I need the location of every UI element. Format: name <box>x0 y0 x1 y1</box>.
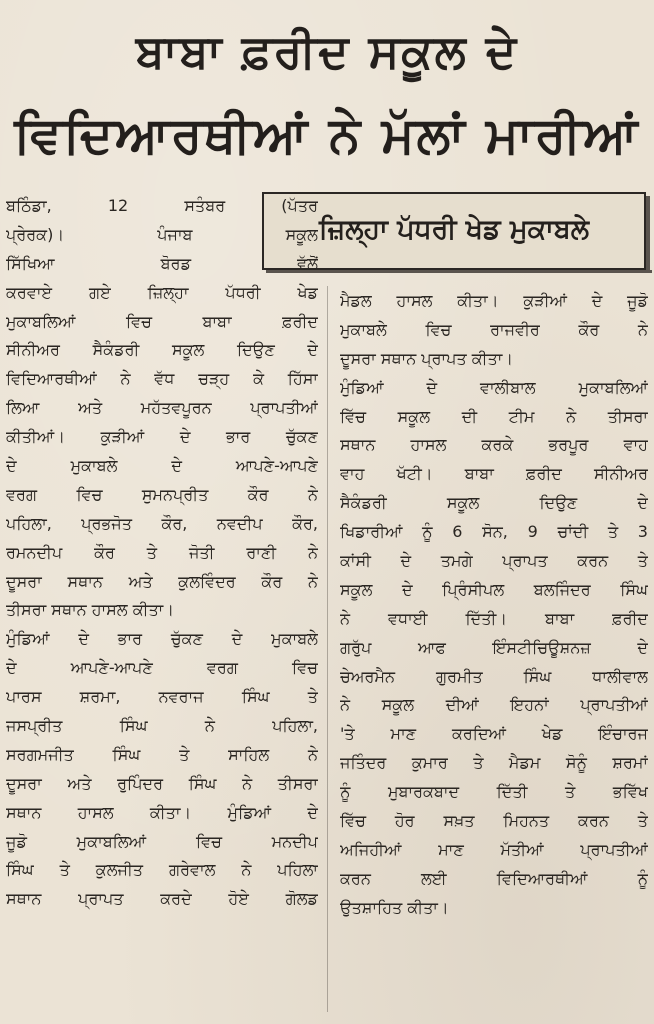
right-line: ਖਿਡਾਰੀਆਂ ਨੂੰ 6 ਸੋਨ, 9 ਚਾਂਦੀ ਤੇ 3 <box>340 522 648 542</box>
left-line: ਲਿਆ ਅਤੇ ਮਹੱਤਵਪੂਰਨ ਪ੍ਰਾਪਤੀਆਂ <box>6 398 318 418</box>
article-column-right <box>340 287 648 923</box>
left-line: ਰਮਨਦੀਪ ਕੌਰ ਤੇ ਜੋਤੀ ਰਾਣੀ ਨੇ <box>6 542 318 562</box>
left-line: ਦੇ ਆਪਣੇ-ਆਪਣੇ ਵਰਗ ਵਿਚ <box>6 658 318 678</box>
right-line: ਉਤਸ਼ਾਹਿਤ ਕੀਤਾ। <box>340 897 449 917</box>
left-line: ਪਾਰਸ ਸ਼ਰਮਾ, ਨਵਰਾਜ ਸਿੰਘ ਤੇ <box>6 687 318 707</box>
article-column-left <box>6 192 318 914</box>
subheading-shadow-bottom <box>266 270 652 273</box>
left-line: ਵਰਗ ਵਿਚ ਸੁਮਨਪ੍ਰੀਤ ਕੌਰ ਨੇ <box>6 484 318 504</box>
left-line: ਦੂਸਰਾ ਸਥਾਨ ਅਤੇ ਕੁਲਵਿੰਦਰ ਕੌਰ ਨੇ <box>6 571 318 591</box>
right-line: ਕਰਨ ਲਈ ਵਿਦਿਆਰਥੀਆਂ ਨੂੰ <box>340 868 648 888</box>
left-line: ਵਿਦਿਆਰਥੀਆਂ ਨੇ ਵੱਧ ਚੜ੍ਹ ਕੇ ਹਿੱਸਾ <box>6 369 318 389</box>
left-line: ਦੇ ਮੁਕਾਬਲੇ ਦੇ ਆਪਣੇ-ਆਪਣੇ <box>6 456 318 476</box>
left-line: ਦੂਸਰਾ ਅਤੇ ਰੁਪਿੰਦਰ ਸਿੰਘ ਨੇ ਤੀਸਰਾ <box>6 773 318 793</box>
left-line: ਮੁਕਾਬਲਿਆਂ ਵਿਚ ਬਾਬਾ ਫ਼ਰੀਦ <box>6 311 318 331</box>
left-line: ਕਰਵਾਏ ਗਏ ਜ਼ਿਲ੍ਹਾ ਪੱਧਰੀ ਖੇਡ <box>6 282 318 302</box>
right-line: ਅਜਿਹੀਆਂ ਮਾਣ ਮੱਤੀਆਂ ਪ੍ਰਾਪਤੀਆਂ <box>340 839 648 859</box>
left-line: ਪ੍ਰੇਰਕ)। ਪੰਜਾਬ ਸਕੂਲ <box>6 224 318 244</box>
left-line: ਸਰਗਮਜੀਤ ਸਿੰਘ ਤੇ ਸਾਹਿਲ ਨੇ <box>6 744 318 764</box>
left-line: ਕੀਤੀਆਂ। ਕੁੜੀਆਂ ਦੇ ਭਾਰ ਚੁੱਕਣ <box>6 427 318 447</box>
left-line: ਜੂਡੋ ਮੁਕਾਬਲਿਆਂ ਵਿਚ ਮਨਦੀਪ <box>6 831 318 851</box>
left-line: ਸਥਾਨ ਹਾਸਲ ਕੀਤਾ। ਮੁੰਡਿਆਂ ਦੇ <box>6 802 318 822</box>
right-line: ਵਿੱਚ ਸਕੂਲ ਦੀ ਟੀਮ ਨੇ ਤੀਸਰਾ <box>340 406 648 426</box>
right-line: ਜਤਿੰਦਰ ਕੁਮਾਰ ਤੇ ਮੈਡਮ ਸੋਨੂੰ ਸ਼ਰਮਾਂ <box>340 753 648 773</box>
right-line: ਕਾਂਸੀ ਦੇ ਤਮਗੇ ਪ੍ਰਾਪਤ ਕਰਨ ਤੇ <box>340 551 648 571</box>
right-line: ਮੁਕਾਬਲੇ ਵਿਚ ਰਾਜਵੀਰ ਕੌਰ ਨੇ <box>340 319 648 339</box>
left-line: ਬਠਿੰਡਾ, 12 ਸਤੰਬਰ (ਪੱਤਰ <box>6 196 318 215</box>
left-line: ਸਥਾਨ ਪ੍ਰਾਪਤ ਕਰਦੇ ਹੋਏ ਗੋਲਡ <box>6 889 318 909</box>
right-line: ਗਰੁੱਪ ਆਫ ਇੰਸਟੀਚਿਊਸ਼ਨਜ਼ ਦੇ <box>340 637 648 657</box>
right-line: ਮੈਡਲ ਹਾਸਲ ਕੀਤਾ। ਕੁੜੀਆਂ ਦੇ ਜੂਡੋ <box>340 291 648 310</box>
subheading-shadow-right <box>646 196 650 272</box>
left-line: ਸੀਨੀਅਰ ਸੈਕੰਡਰੀ ਸਕੂਲ ਦਿਉਣ ਦੇ <box>6 340 318 360</box>
left-line: ਤੀਸਰਾ ਸਥਾਨ ਹਾਸਲ ਕੀਤਾ। <box>6 600 175 620</box>
left-line: ਜਸਪ੍ਰੀਤ ਸਿੰਘ ਨੇ ਪਹਿਲਾ, <box>6 716 318 736</box>
right-line: 'ਤੇ ਮਾਣ ਕਰਦਿਆਂ ਖੇਡ ਇੰਚਾਰਜ <box>340 724 648 744</box>
left-line: ਸਿੰਘ ਤੇ ਕੁਲਜੀਤ ਗਰੇਵਾਲ ਨੇ ਪਹਿਲਾ <box>6 860 318 880</box>
right-line: ਵਾਹ ਖੱਟੀ। ਬਾਬਾ ਫ਼ਰੀਦ ਸੀਨੀਅਰ <box>340 464 648 484</box>
right-line: ਵਿੱਚ ਹੋਰ ਸਖ਼ਤ ਮਿਹਨਤ ਕਰਨ ਤੇ <box>340 811 648 831</box>
right-line: ਦੂਸਰਾ ਸਥਾਨ ਪ੍ਰਾਪਤ ਕੀਤਾ। <box>340 348 514 368</box>
headline-line-1: ਬਾਬਾ ਫ਼ਰੀਦ ਸਕੂਲ ਦੇ <box>135 24 519 78</box>
right-line: ਨੇ ਸਕੂਲ ਦੀਆਂ ਇਹਨਾਂ ਪ੍ਰਾਪਤੀਆਂ <box>340 695 648 715</box>
left-line: ਮੁੰਡਿਆਂ ਦੇ ਭਾਰ ਚੁੱਕਣ ਦੇ ਮੁਕਾਬਲੇ <box>6 629 318 649</box>
right-line: ਚੇਅਰਮੈਨ ਗੁਰਮੀਤ ਸਿੰਘ ਧਾਲੀਵਾਲ <box>340 666 648 686</box>
right-line: ਮੁੰਡਿਆਂ ਦੇ ਵਾਲੀਬਾਲ ਮੁਕਾਬਲਿਆਂ <box>340 377 648 397</box>
right-line: ਸੈਕੰਡਰੀ ਸਕੂਲ ਦਿਉਣ ਦੇ <box>340 493 648 513</box>
headline-line-2: ਵਿਦਿਆਰਥੀਆਂ ਨੇ ਮੱਲਾਂ ਮਾਰੀਆਂ <box>14 106 640 164</box>
right-line: ਨੂੰ ਮੁਬਾਰਕਬਾਦ ਦਿੱਤੀ ਤੇ ਭਵਿੱਖ <box>340 782 648 802</box>
right-line: ਸਥਾਨ ਹਾਸਲ ਕਰਕੇ ਭਰਪੂਰ ਵਾਹ <box>340 435 648 455</box>
left-line: ਪਹਿਲਾ, ਪ੍ਰਭਜੋਤ ਕੌਰ, ਨਵਦੀਪ ਕੌਰ, <box>6 513 318 533</box>
right-line: ਨੇ ਵਧਾਈ ਦਿੱਤੀ। ਬਾਬਾ ਫ਼ਰੀਦ <box>340 608 648 628</box>
left-line: ਸਿੱਖਿਆ ਬੋਰਡ ਵੱਲੋਂ <box>6 253 318 273</box>
column-divider <box>327 286 328 1012</box>
right-line: ਸਕੂਲ ਦੇ ਪ੍ਰਿੰਸੀਪਲ ਬਲਜਿੰਦਰ ਸਿੰਘ <box>340 579 648 599</box>
subheading: ਜ਼ਿਲ੍ਹਾ ਪੱਧਰੀ ਖੇਡ ਮੁਕਾਬਲੇ <box>318 214 589 245</box>
